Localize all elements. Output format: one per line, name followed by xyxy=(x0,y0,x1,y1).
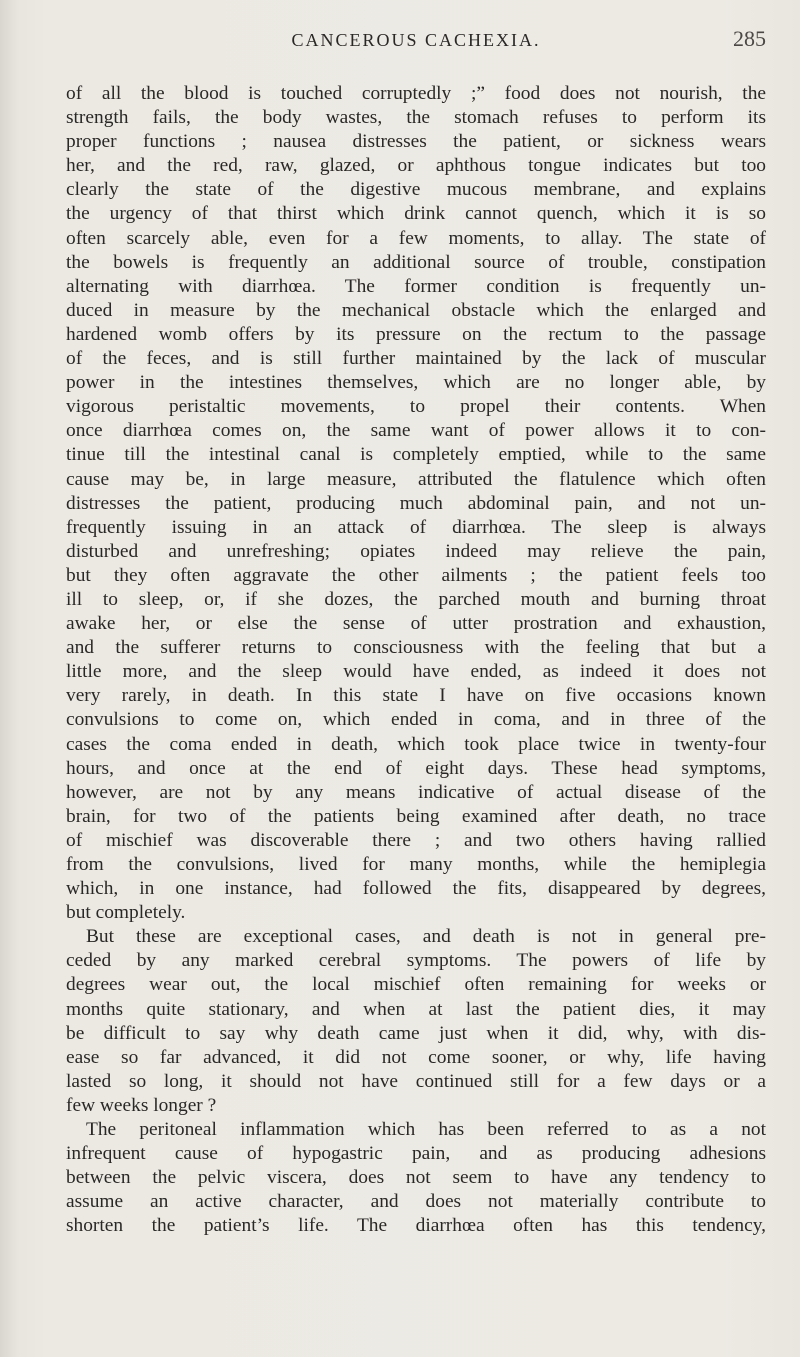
text-line: few weeks longer ? xyxy=(66,1094,217,1116)
text-line: degrees wear out, the local mischief often remaining for weeks or xyxy=(66,974,766,996)
text-line: and the sufferer returns to consciousness with the feeling that but a xyxy=(66,637,766,659)
text-line: clearly the state of the digestive mucous membrane, and explains xyxy=(66,179,766,201)
text-line: convulsions to come on, which ended in coma, and in three of the xyxy=(66,709,766,731)
text-line: ill to sleep, or, if she dozes, the parched mouth and burning throat xyxy=(66,588,766,610)
text-line: cases the coma ended in death, which took place twice in twenty-four xyxy=(66,733,766,755)
text-line: of mischief was discoverable there ; and two others having rallied xyxy=(66,829,766,851)
text-line: brain, for two of the patients being examined after death, no trace xyxy=(66,805,766,827)
text-line: her, and the red, raw, glazed, or aphthous tongue indicates but too xyxy=(66,155,766,177)
text-line: assume an active character, and does not materially contribute to xyxy=(66,1191,766,1213)
text-line: power in the intestines themselves, which are no longer able, by xyxy=(66,372,766,394)
text-line: which, in one instance, had followed the fits, disappeared by degrees, xyxy=(66,878,766,900)
text-line: vigorous peristaltic movements, to propel their contents. When xyxy=(66,396,766,418)
running-head: CANCEROUS CACHEXIA. xyxy=(291,30,541,50)
text-line: the bowels is frequently an additional source of trouble, constipation xyxy=(66,251,766,273)
text-line: But these are exceptional cases, and death is not in general pre- xyxy=(86,926,766,948)
page-header xyxy=(66,26,766,56)
text-line: alternating with diarrhœa. The former condition is frequently un- xyxy=(66,275,766,297)
text-line: months quite stationary, and when at last the patient dies, it may xyxy=(66,998,766,1020)
text-line: tinue till the intestinal canal is completely emptied, while to the same xyxy=(66,444,766,466)
text-line: the urgency of that thirst which drink cannot quench, which it is so xyxy=(66,203,766,225)
text-line: distresses the patient, producing much abdominal pain, and not un- xyxy=(66,492,766,514)
text-line: ceded by any marked cerebral symptoms. The powers of life by xyxy=(66,950,766,972)
text-line: infrequent cause of hypogastric pain, and as producing adhesions xyxy=(66,1143,766,1165)
text-line: be difficult to say why death came just when it did, why, with dis- xyxy=(66,1022,766,1044)
text-line: hours, and once at the end of eight days. These head symptoms, xyxy=(66,757,766,779)
text-line: of the feces, and is still further maintained by the lack of muscular xyxy=(66,348,766,370)
text-line: hardened womb offers by its pressure on the rectum to the passage xyxy=(66,323,766,345)
text-line: very rarely, in death. In this state I have on five occasions known xyxy=(66,685,766,707)
text-line: however, are not by any means indicative of actual disease of the xyxy=(66,781,766,803)
text-line: The peritoneal inflammation which has been referred to as a not xyxy=(86,1119,766,1141)
text-line: frequently issuing in an attack of diarrhœa. The sleep is always xyxy=(66,516,766,538)
body-text xyxy=(66,82,766,1239)
text-line: but they often aggravate the other ailments ; the patient feels too xyxy=(66,564,766,586)
text-line: from the convulsions, lived for many months, while the hemiplegia xyxy=(66,854,766,875)
text-line: little more, and the sleep would have ended, as indeed it does not xyxy=(66,661,766,683)
text-line: shorten the patient’s life. The diarrhœa often has this tendency, xyxy=(66,1215,766,1237)
text-line: awake her, or else the sense of utter prostration and exhaustion, xyxy=(66,613,766,635)
text-line: proper functions ; nausea distresses the patient, or sickness wears xyxy=(66,131,766,153)
text-line: cause may be, in large measure, attributed the flatulence which often xyxy=(66,468,766,490)
text-line: ease so far advanced, it did not come sooner, or why, life having xyxy=(66,1046,766,1068)
text-line: duced in measure by the mechanical obstacle which the enlarged and xyxy=(66,299,766,321)
text-line: of all the blood is touched corruptedly ;” food does not nourish, the xyxy=(66,83,766,104)
text-line: strength fails, the body wastes, the stomach refuses to perform its xyxy=(66,107,766,129)
text-line: often scarcely able, even for a few moments, to allay. The state of xyxy=(66,227,766,249)
text-line: disturbed and unrefreshing; opiates indeed may relieve the pain, xyxy=(66,540,766,562)
gutter-shadow xyxy=(0,0,18,1357)
text-line: but completely. xyxy=(66,902,186,924)
text-line: once diarrhœa comes on, the same want of power allows it to con- xyxy=(66,420,766,442)
text-line: between the pelvic viscera, does not seem to have any tendency to xyxy=(66,1167,766,1189)
page-number: 285 xyxy=(733,26,766,51)
text-line: lasted so long, it should not have continued still for a few days or a xyxy=(66,1070,766,1092)
